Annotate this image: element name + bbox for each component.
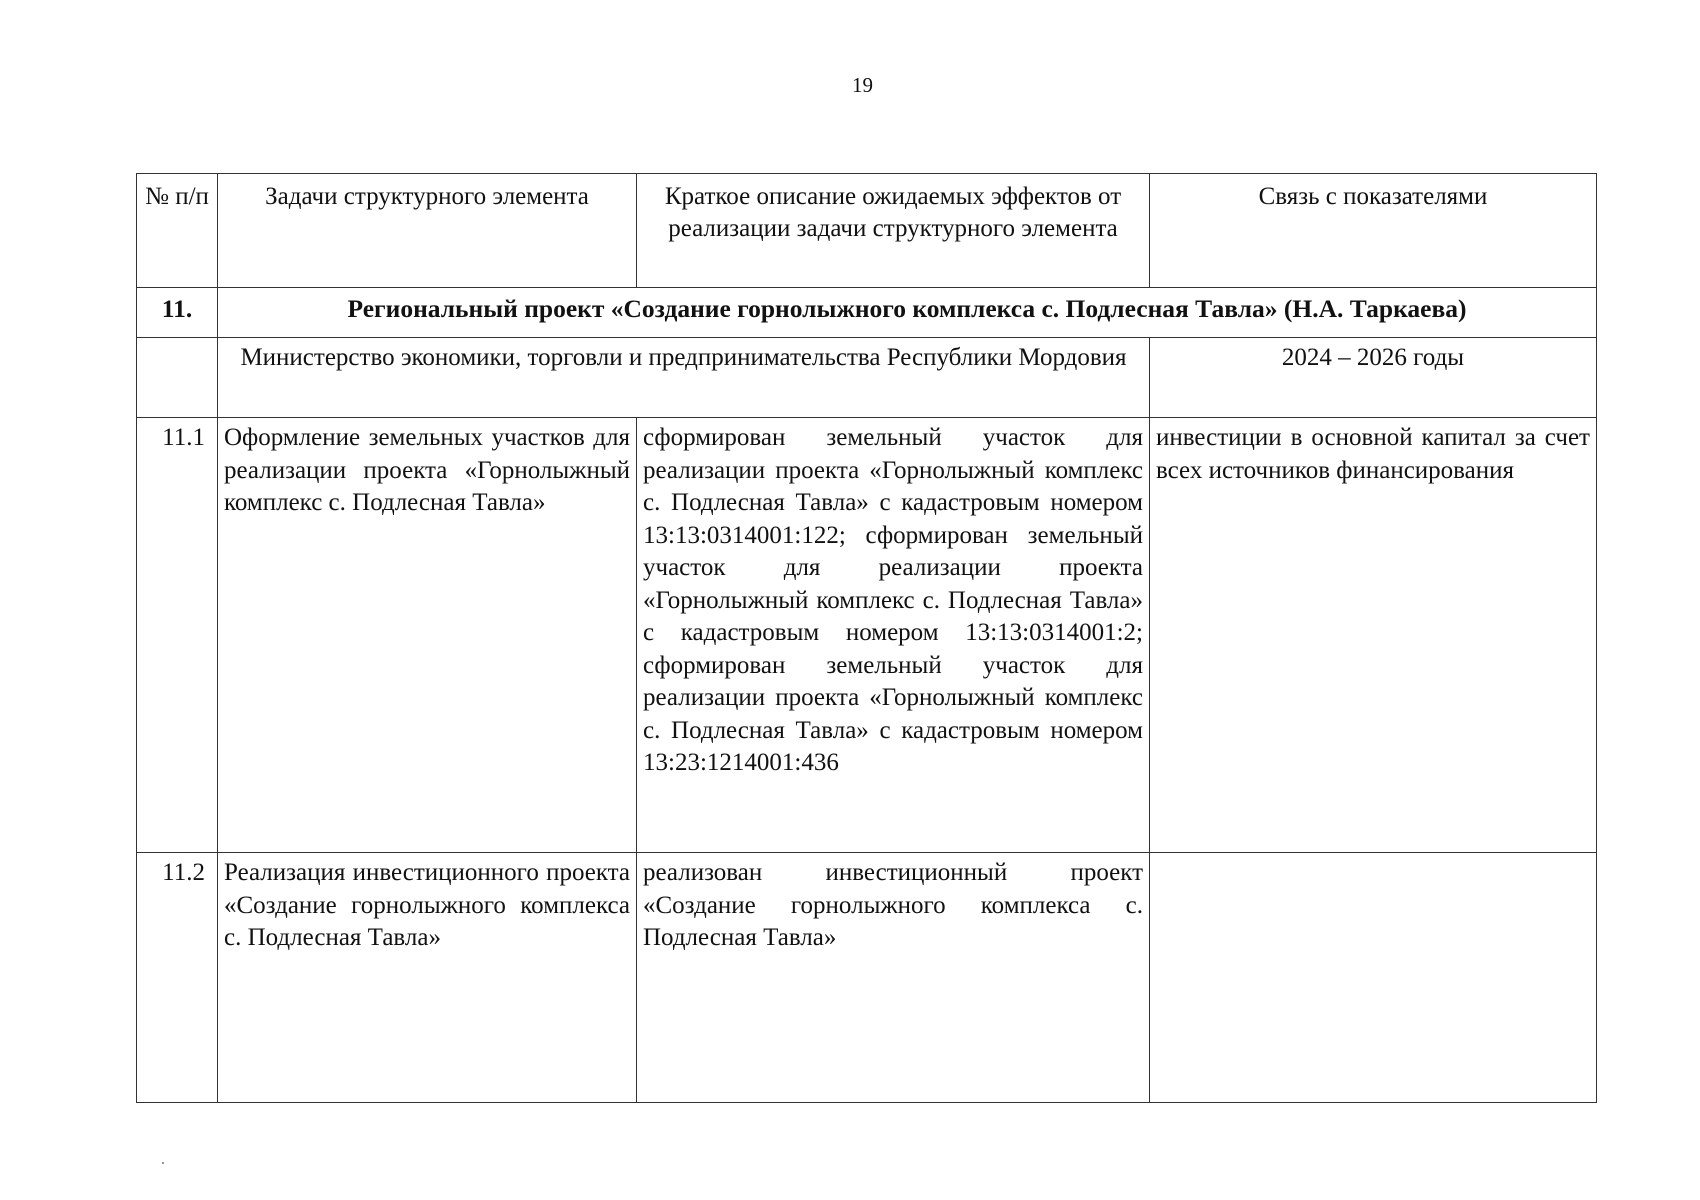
table-row [137,853,1597,1103]
row-number: 11.2 [137,853,218,1103]
header-indicators: Связь с показателями [1150,174,1597,288]
row-indicator: инвестиции в основной капитал за счет всех источников финансирования [1150,418,1597,853]
project-period: 2024 – 2026 годы [1150,338,1597,418]
header-num: № п/п [137,174,218,288]
table-header-row [137,174,1597,288]
section-title: Региональный проект «Создание горнолыжного комплекса с. Подлесная Тавла» (Н.А. Таркаева) [218,288,1597,338]
responsible-row [137,338,1597,418]
row-effect: реализован инвестиционный проект «Создание горнолыжного комплекса с. Подлесная Тавла» [637,853,1150,1103]
responsible-ministry: Министерство экономики, торговли и предпринимательства Республики Мордовия [218,338,1150,418]
row-number: 11.1 [137,418,218,853]
table-row [137,418,1597,853]
row-task: Оформление земельных участков для реализации проекта «Горнолыжный комплекс с. Подлесная Тавла» [218,418,637,853]
header-effects: Краткое описание ожидаемых эффектов от реализации задачи структурного элемента [637,174,1150,288]
header-tasks: Задачи структурного элемента [218,174,637,288]
section-number: 11. [137,288,218,338]
row-indicator [1150,853,1597,1103]
page-number: 19 [852,73,873,97]
responsible-num-empty [137,338,218,418]
row-effect: сформирован земельный участок для реализации проекта «Горнолыжный комплекс с. Подлесная Тавла» с кадастровым номером 13:13:0314001:122; сформирован земельный участок для реализации проекта «Горнолыжный комплекс с. Подлесная Тавла» с кадастровым номером 13:13:0314001:2; сформирован земельный участок для реализации проекта «Горнолыжный комплекс с. Подлесная Тавла» с кадастровым номером 13:23:1214001:436 [637,418,1150,853]
section-row [137,288,1597,338]
scan-artifact-dot [162,1162,164,1164]
structural-elements-table [136,173,1597,1103]
row-task: Реализация инвестиционного проекта «Создание горнолыжного комплекса с. Подлесная Тавла» [218,853,637,1103]
